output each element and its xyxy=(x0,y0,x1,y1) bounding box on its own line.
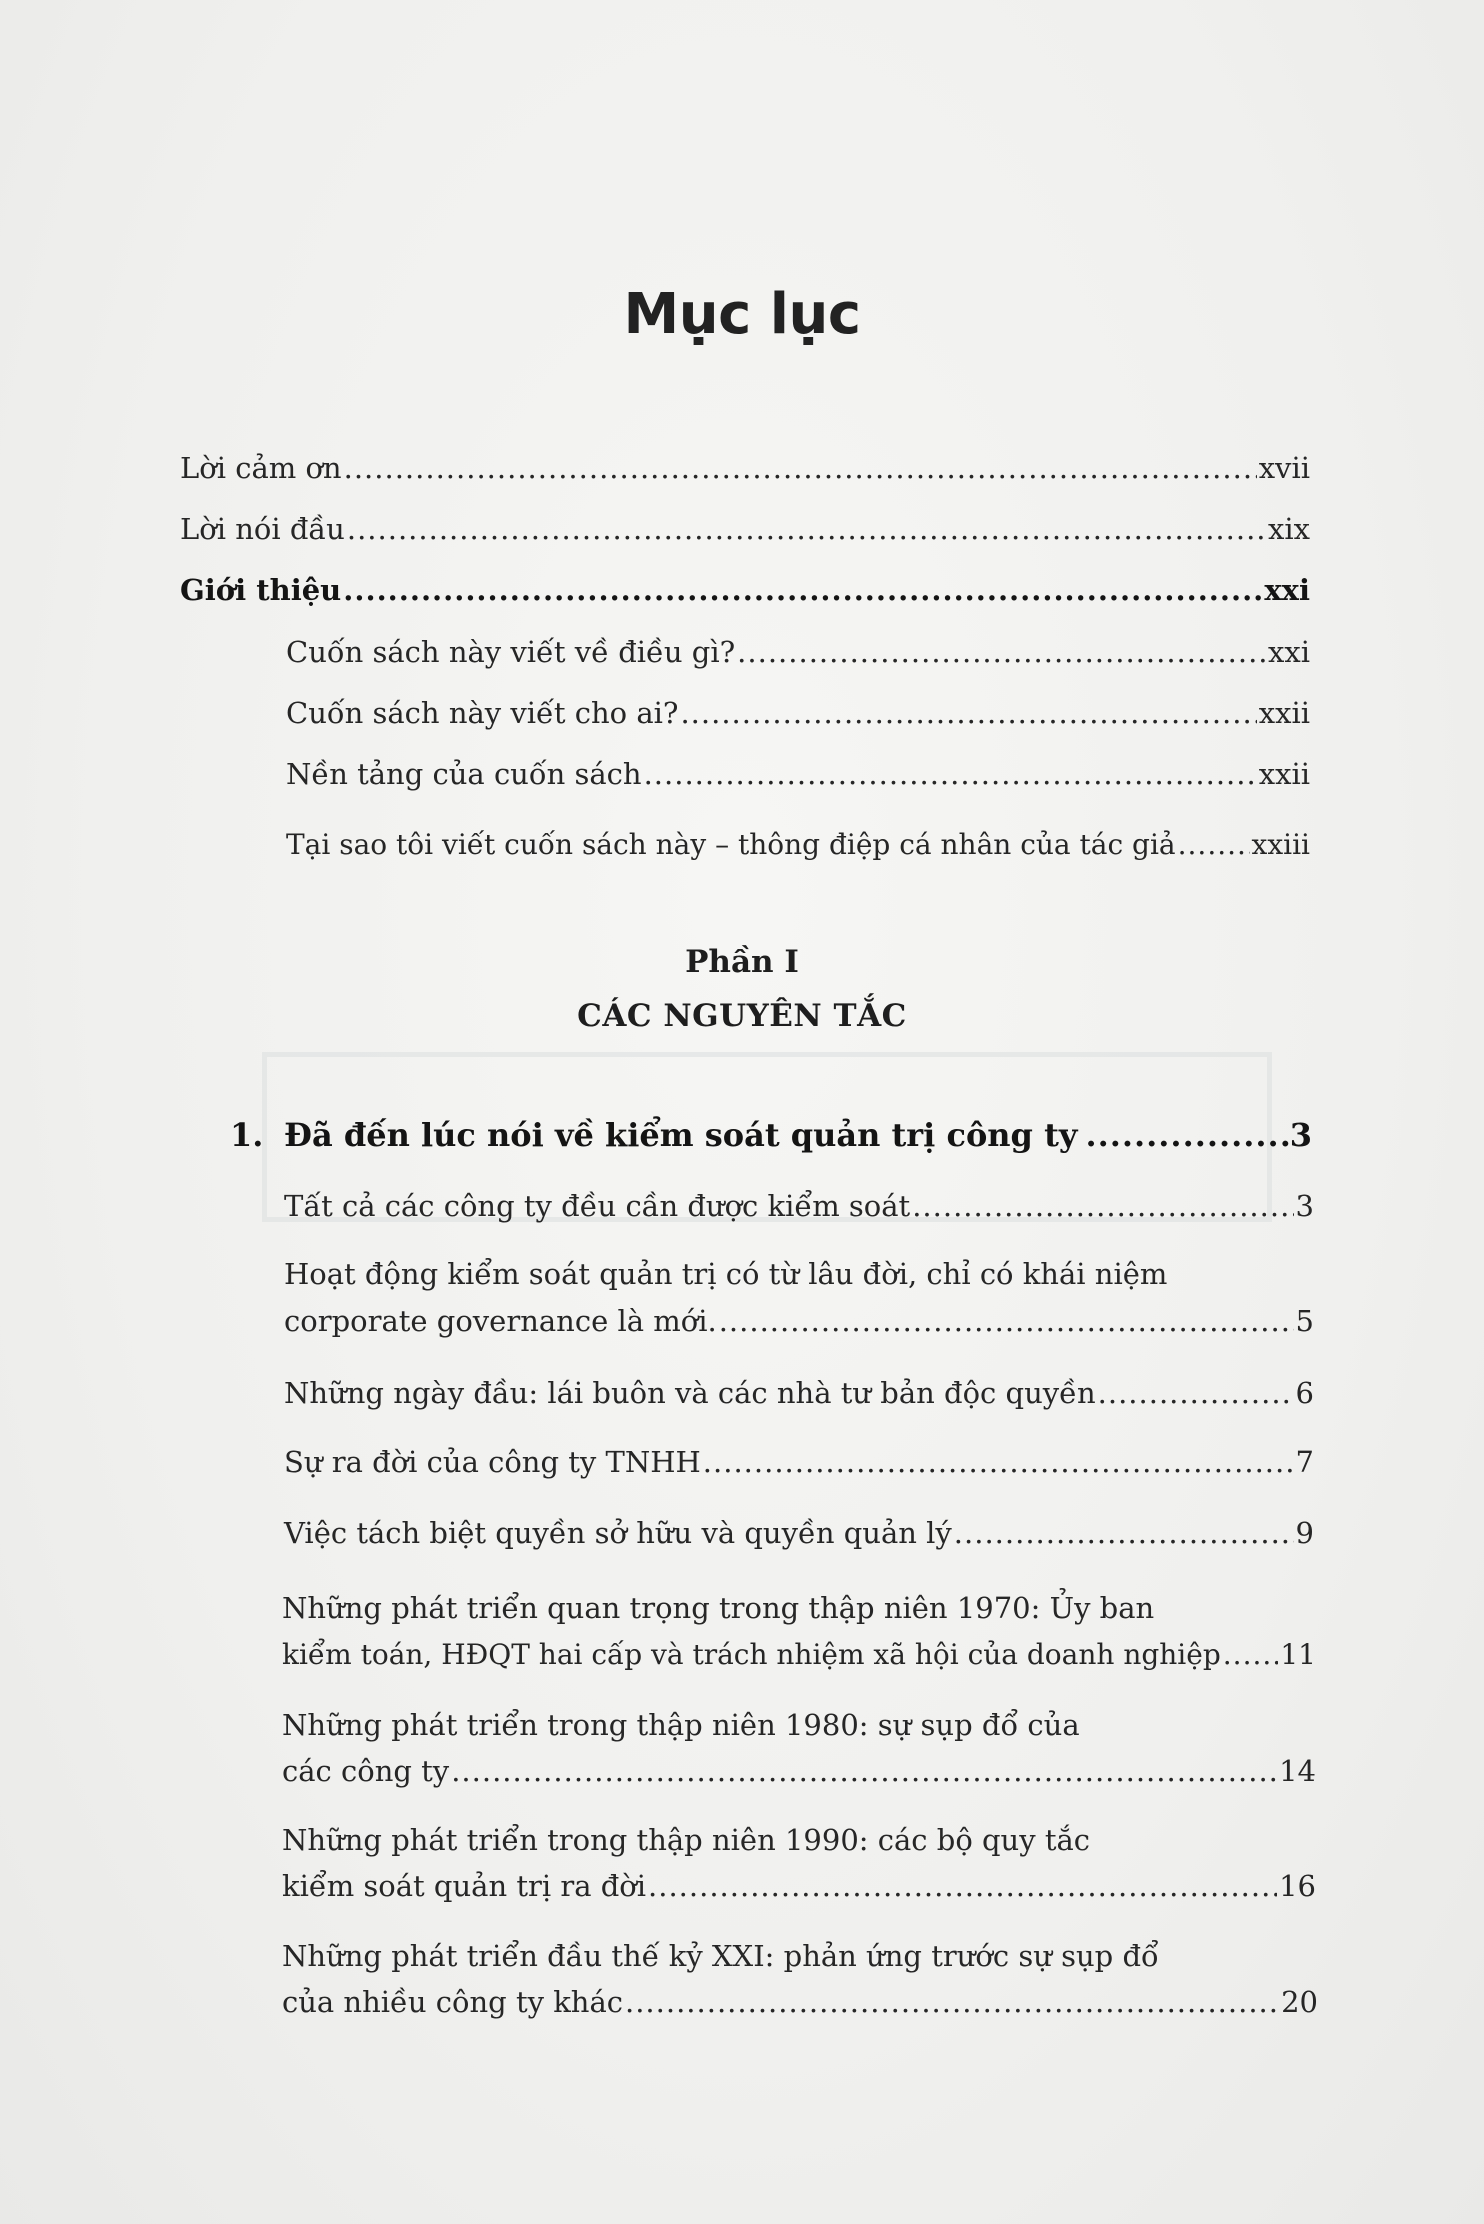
dot-leader xyxy=(1098,1377,1294,1410)
dot-leader xyxy=(347,513,1266,546)
dot-leader xyxy=(737,636,1266,669)
toc-entry-intro-1 xyxy=(286,697,1310,730)
toc-entry-label: của nhiều công ty khác xyxy=(282,1985,623,2019)
part-number: Phần I xyxy=(685,944,799,980)
dot-leader xyxy=(1223,1639,1279,1671)
toc-entry-label: Sự ra đời của công ty TNHH xyxy=(284,1445,701,1479)
dot-leader xyxy=(625,1986,1279,2019)
part-name: CÁC NGUYÊN TẮC xyxy=(577,998,907,1034)
toc-entry-label: Cuốn sách này viết cho ai? xyxy=(286,696,679,730)
toc-entry-chapter-1-line1: Hoạt động kiểm soát quản trị có từ lâu đời, chỉ có khái niệm xyxy=(284,1257,1168,1291)
toc-entry-label: Những ngày đầu: lái buôn và các nhà tư bản độc quyền xyxy=(284,1376,1096,1410)
toc-entry-intro-2 xyxy=(286,758,1310,791)
toc-entry-label: Cuốn sách này viết về điều gì? xyxy=(286,635,736,669)
toc-entry-chapter-5 xyxy=(282,1639,1316,1671)
toc-entry-label: Giới thiệu xyxy=(180,573,342,607)
toc-entry-chapter-4 xyxy=(284,1517,1314,1550)
toc-entry-front-1 xyxy=(180,513,1310,546)
toc-entry-page: 7 xyxy=(1295,1445,1314,1479)
chapter-page: 3 xyxy=(1289,1116,1312,1154)
dot-leader xyxy=(954,1517,1294,1550)
dot-leader xyxy=(680,697,1256,730)
dot-leader xyxy=(648,1870,1277,1903)
toc-entry-label: kiểm soát quản trị ra đời xyxy=(282,1869,647,1903)
toc-entry-chapter-0 xyxy=(284,1190,1314,1223)
toc-entry-page: 3 xyxy=(1295,1189,1314,1223)
dot-leader xyxy=(912,1190,1293,1223)
toc-entry-chapter-6-line1: Những phát triển trong thập niên 1980: sự sụp đổ của xyxy=(282,1708,1080,1742)
toc-entry-page: xxi xyxy=(1268,635,1310,669)
toc-entry-label: kiểm toán, HĐQT hai cấp và trách nhiệm xã hội của doanh nghiệp xyxy=(282,1638,1221,1671)
toc-entry-page: xxii xyxy=(1258,696,1310,730)
chapter-label: Đã đến lúc nói về kiểm soát quản trị công ty xyxy=(284,1116,1078,1154)
toc-entry-chapter-6 xyxy=(282,1755,1316,1788)
toc-entry-front-2 xyxy=(180,574,1310,607)
dot-leader xyxy=(343,574,1262,607)
dot-leader xyxy=(344,452,1257,485)
chapter-entry xyxy=(230,1116,1312,1154)
chapter-number: 1. xyxy=(230,1116,264,1154)
toc-entry-page: 6 xyxy=(1295,1376,1314,1410)
toc-entry-label: Lời nói đầu xyxy=(180,512,345,546)
dot-leader xyxy=(644,758,1257,791)
toc-entry-page: 16 xyxy=(1279,1869,1316,1903)
dot-leader xyxy=(1178,829,1250,861)
toc-entry-page: 20 xyxy=(1281,1985,1318,2019)
toc-entry-intro-0 xyxy=(286,636,1310,669)
dot-leader xyxy=(719,1305,1294,1338)
toc-entry-chapter-3 xyxy=(284,1446,1314,1479)
toc-entry-intro-3 xyxy=(286,829,1310,861)
toc-entry-page: 9 xyxy=(1295,1516,1314,1550)
toc-entry-page: xvii xyxy=(1258,451,1310,485)
toc-entry-chapter-7 xyxy=(282,1870,1316,1903)
toc-entry-page: xix xyxy=(1268,512,1310,546)
toc-entry-label: Tất cả các công ty đều cần được kiểm soát xyxy=(284,1189,911,1223)
toc-entry-label: corporate governance là mới. xyxy=(284,1304,717,1338)
dot-leader xyxy=(451,1755,1277,1788)
toc-entry-label: các công ty xyxy=(282,1754,450,1788)
toc-entry-page: 11 xyxy=(1280,1638,1316,1671)
toc-entry-label: Lời cảm ơn xyxy=(180,451,342,485)
page-title: Mục lục xyxy=(623,282,861,347)
toc-entry-chapter-5-line1: Những phát triển quan trọng trong thập niên 1970: Ủy ban xyxy=(282,1591,1155,1625)
toc-entry-page: 5 xyxy=(1295,1304,1314,1338)
toc-entry-front-0 xyxy=(180,452,1310,485)
toc-entry-label: Việc tách biệt quyền sở hữu và quyền quản lý xyxy=(284,1516,952,1550)
toc-entry-page: 14 xyxy=(1279,1754,1316,1788)
toc-entry-chapter-1 xyxy=(284,1305,1314,1338)
toc-entry-label: Tại sao tôi viết cuốn sách này – thông điệp cá nhân của tác giả xyxy=(286,828,1176,861)
toc-entry-chapter-8 xyxy=(282,1986,1318,2019)
toc-entry-chapter-2 xyxy=(284,1377,1314,1410)
toc-entry-chapter-7-line1: Những phát triển trong thập niên 1990: các bộ quy tắc xyxy=(282,1823,1091,1857)
toc-entry-label: Nền tảng của cuốn sách xyxy=(286,757,642,791)
toc-entry-page: xxii xyxy=(1258,757,1310,791)
dot-leader xyxy=(703,1446,1294,1479)
toc-entry-page: xxiii xyxy=(1251,828,1310,861)
toc-entry-chapter-8-line1: Những phát triển đầu thế kỷ XXI: phản ứng trước sự sụp đổ xyxy=(282,1939,1159,1973)
dot-leader xyxy=(1085,1116,1289,1154)
toc-entry-page: xxi xyxy=(1264,573,1310,607)
